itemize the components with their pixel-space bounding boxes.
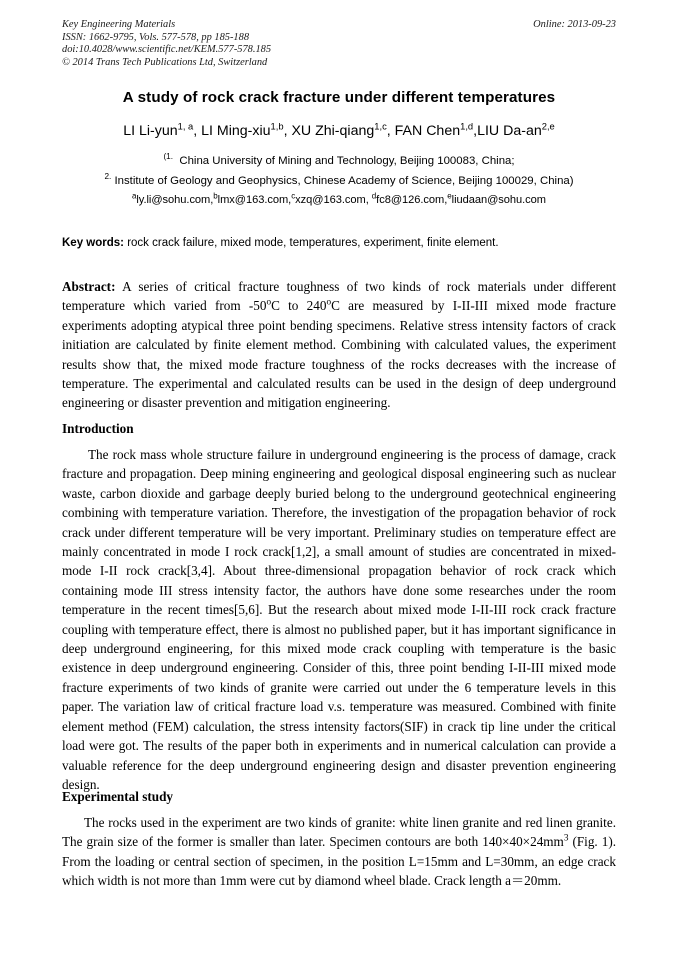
degree-marker: o	[266, 297, 272, 308]
journal-header	[62, 19, 616, 69]
email-marker: e	[447, 191, 452, 201]
email-marker: a	[132, 191, 137, 201]
keywords-line	[62, 236, 616, 251]
abstract-label: Abstract:	[62, 279, 116, 294]
author-affiliation-marker: 1, a	[177, 121, 194, 132]
cubic-exponent: 3	[563, 833, 569, 844]
online-date: Online: 2013-09-23	[533, 19, 616, 30]
author-name: LIU Da-an	[477, 123, 542, 139]
copyright-line: © 2014 Trans Tech Publications Ltd, Switzerland	[62, 56, 268, 68]
introduction-paragraph: The rock mass whole structure failure in underground engineering is the process of damage, crack fracture and propagation. Deep mining engineering and geological disposal engineering such as nuclear waste, carbon dioxide and garbage deeply buried belong to the underground geotechnical engineering combining with temperature variation. Therefore, the investigation of the propagation behavior of rock crack under different temperature will be very important. Preliminary studies on temperature effect are mainly concentrated in mode I rock crack[1,2], a small amount of studies are concentrated in mixed-mode I-II rock crack[3,4]. About three-dimensional propagation behavior of rock crack which containing mode III stress intensity factor, the authors have done some researches under the room temperature in the recent times[5,6]. But the research about mixed mode I-II-III rock crack fracture coupling with temperature effect, there is almost no published paper, but it has important significance in deep underground engineering, for this mixed mode crack coupling with temperature is the basic existence in deep underground engineering. Consider of this, three point bending I-II-III mixed mode fracture experiments of two kinds of granite were carried out under the 6 temperature levels in this paper. The variation law of critical fracture load v.s. temperature was measured. Combined with finite element method (FEM) calculation, the stress intensity factors(SIF) in crack tip line under the critical load were got. The results of the paper both in experiments and in numerical calculation can provide a valuable reference for the deep underground engineering design and disaster prevention engineering design.	[62, 447, 616, 792]
doi-line: doi:10.4028/www.scientific.net/KEM.577-578.185	[62, 44, 272, 56]
author-affiliation-marker: 1,b	[270, 121, 284, 132]
author-name: LI Ming-xiu	[201, 123, 271, 139]
author-name: XU Zhi-qiang	[291, 123, 375, 139]
affiliation-text: Institute of Geology and Geophysics, Chinese Academy of Science, Beijing 100029, China)	[114, 174, 574, 187]
author-affiliation-marker: 1,d	[460, 121, 474, 132]
section-heading-experimental-study: Experimental study	[62, 789, 173, 804]
affiliation-marker: 2.	[104, 171, 112, 181]
abstract-text-part2: C to 240	[271, 298, 327, 314]
email-marker: d	[371, 191, 377, 201]
keywords-text: rock crack failure, mixed mode, temperatures, experiment, finite element.	[124, 237, 499, 249]
author-affiliation-marker: 2,e	[541, 121, 555, 132]
abstract-text-part3: C are measured by I-II-III mixed mode fracture experiments adopting atypical three point bending specimens. Relative stress intensity factors of crack initiation are calculated by finite element method. Combining with calculated values, the experiment results show that, the mixed mode fracture toughness of the rocks decreases with the increase of temperature. The experimental and calculated results can be used in the design of deep underground engineering or disaster prevention and mitigation engineering.	[62, 298, 616, 411]
email-marker: b	[213, 191, 218, 201]
issn-line: ISSN: 1662-9795, Vols. 577-578, pp 185-188	[62, 31, 250, 43]
section-heading-introduction: Introduction	[62, 421, 134, 436]
affiliation-line	[62, 152, 616, 172]
page-title: A study of rock crack fracture under different temperatures	[122, 89, 556, 106]
author-name: LI Li-yun	[123, 123, 178, 139]
affiliation-line	[62, 172, 616, 192]
abstract-text-part1: A series of critical fracture toughness of two kinds of rock materials under different temperature which varied from -50	[62, 279, 616, 314]
experimental-study-paragraph	[62, 813, 616, 891]
email-marker: c	[291, 191, 296, 201]
keywords-label: Key words:	[62, 237, 124, 249]
affiliation-block	[62, 152, 616, 211]
experimental-text-part2: (Fig. 1). From the loading or central section of specimen, in the position L=15mm and L=30mm, an edge crack which width is not more than 1mm were cut by diamond wheel blade. Crack length a＝20mm.	[62, 834, 617, 889]
email-address: xzq@163.com,	[295, 194, 369, 206]
email-address: liudaan@sohu.com	[451, 194, 546, 206]
affiliation-text: China University of Mining and Technology, Beijing 100083, China;	[179, 155, 515, 167]
abstract-paragraph	[62, 277, 616, 413]
degree-marker: o	[326, 297, 332, 308]
email-address: fc8@126.com,	[376, 194, 448, 206]
experimental-text-part1: The rocks used in the experiment are two kinds of granite: white linen granite and red linen granite. The grain size of the former is smaller than later. Specimen contours are both 140×40×24mm	[62, 815, 616, 850]
affiliation-marker: (1.	[163, 152, 174, 162]
author-name: FAN Chen	[394, 123, 461, 139]
author-list: LI Li-yun$^{1, a}$, LI Ming-xiu$^{1,b}$, XU Zhi-qiang$^{1,c}$, FAN Chen$^{1,d}$,LIU Da-an$^{2,e}$	[123, 121, 555, 139]
email-address: lmx@163.com,	[217, 194, 292, 206]
email-line	[62, 191, 616, 211]
author-affiliation-marker: 1,c	[374, 121, 387, 132]
journal-name: Key Engineering Materials	[62, 19, 176, 30]
email-address: ly.li@sohu.com,	[136, 194, 214, 206]
